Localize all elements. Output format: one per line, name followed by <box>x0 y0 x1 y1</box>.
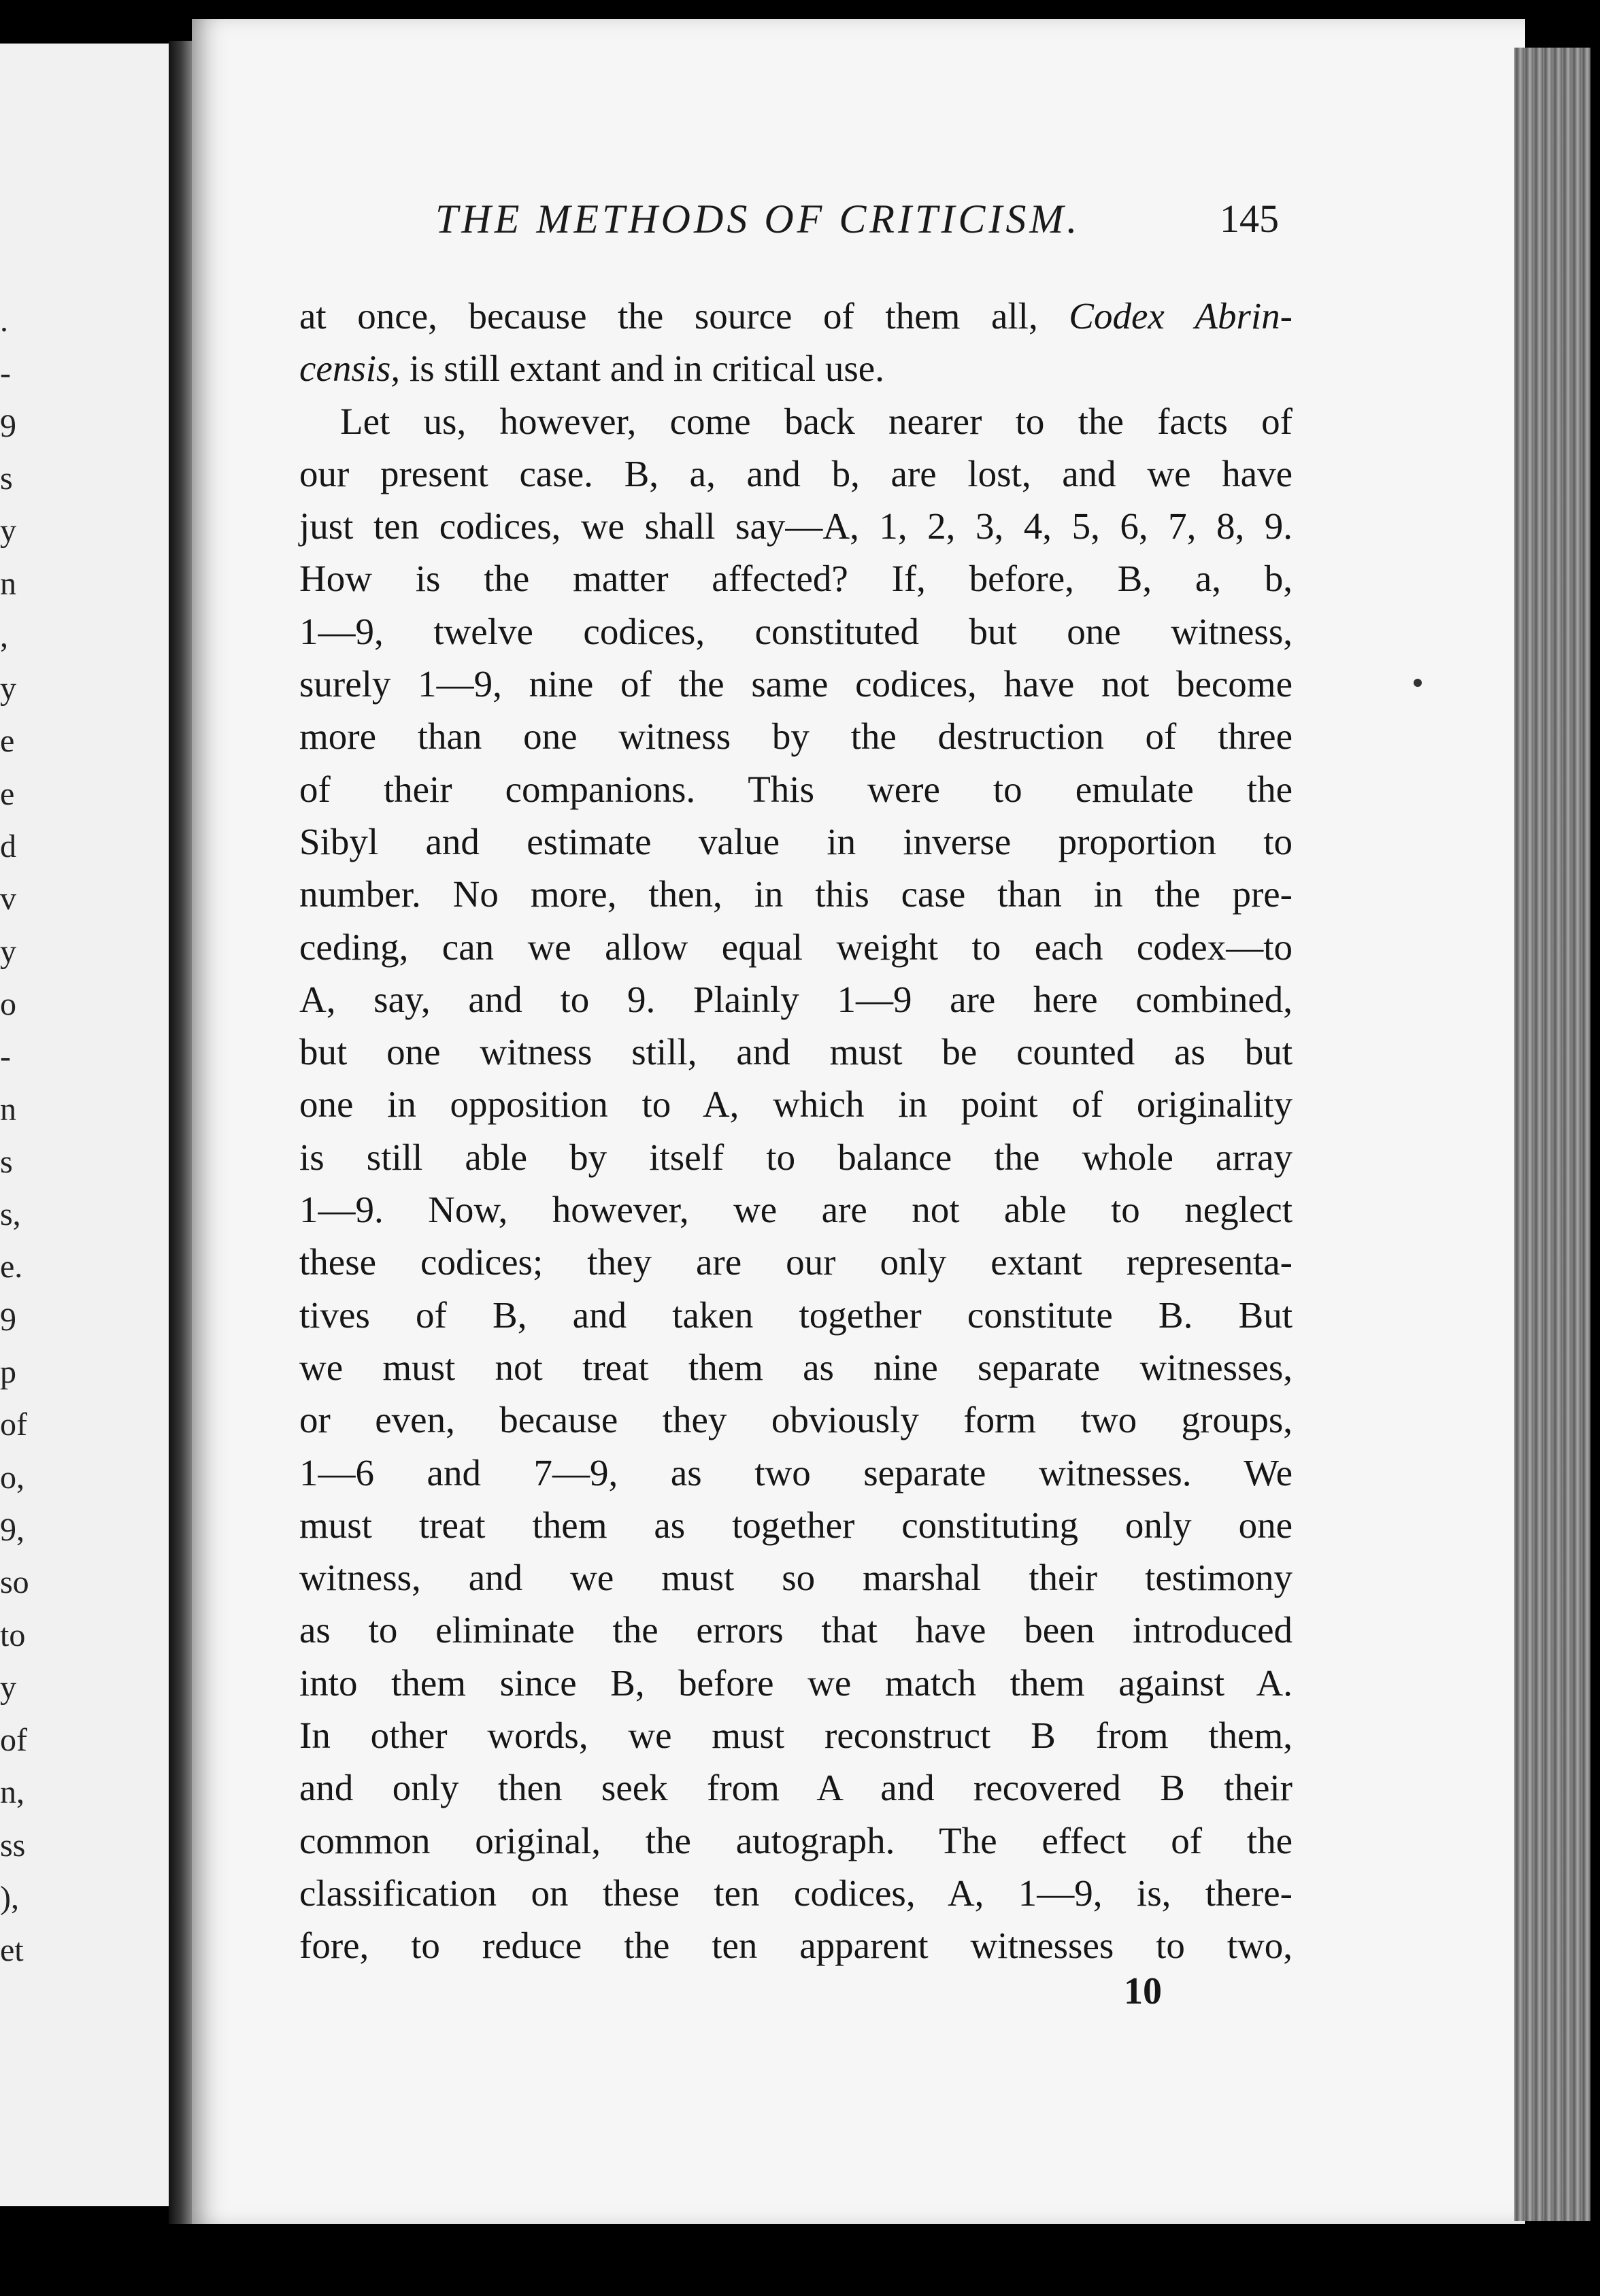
text-line: these codices; they are our only extant representa- <box>299 1241 1293 1283</box>
facing-page-letter: n, <box>0 1774 24 1811</box>
signature-mark: 10 <box>1124 1970 1162 2012</box>
facing-page-letter: s <box>0 460 13 496</box>
text-line: censis, is still extant and in critical use. <box>299 348 884 390</box>
facing-page-letter: et <box>0 1932 24 1969</box>
facing-page-letter: e. <box>0 1249 23 1285</box>
facing-page-letter: 9 <box>0 407 16 444</box>
facing-page-letter: o <box>0 985 16 1022</box>
text-line: How is the matter affected? If, before, B, a, b, <box>299 558 1293 600</box>
text-line: as to eliminate the errors that have been introduced <box>299 1609 1293 1651</box>
italic-title: Codex Abrin- <box>1069 295 1293 337</box>
facing-page-letter: . <box>0 303 8 339</box>
facing-page-letter: to <box>0 1617 26 1653</box>
text-line: of their companions. This were to emulate the <box>299 768 1293 810</box>
facing-page-letter: p <box>0 1354 16 1390</box>
text-line: In other words, we must reconstruct B from them, <box>299 1715 1293 1757</box>
text-line: our present case. B, a, and b, are lost, and we have <box>299 452 1293 494</box>
facing-page-letter: d <box>0 828 16 864</box>
facing-page-letter: of <box>0 1406 27 1443</box>
facing-page-letter: o, <box>0 1459 24 1496</box>
facing-page-letter: y <box>0 933 16 970</box>
text-line: more than one witness by the destruction of three <box>299 715 1293 758</box>
text-line: A, say, and to 9. Plainly 1—9 are here combined, <box>299 978 1293 1020</box>
text-line: must treat them as together constituting only one <box>299 1504 1293 1546</box>
text-line: fore, to reduce the ten apparent witnesses to two, <box>299 1925 1293 1967</box>
text-line: 1—9. Now, however, we are not able to neglect <box>299 1189 1293 1231</box>
facing-page-letter: ), <box>0 1880 19 1916</box>
text-line: classification on these ten codices, A, 1—9, is, there- <box>299 1872 1293 1914</box>
facing-page-letter: n <box>0 565 16 602</box>
facing-page-letter: s <box>0 1143 13 1180</box>
text-line: just ten codices, we shall say—A, 1, 2, 3, 4, 5, 6, 7, 8, 9. <box>299 505 1293 547</box>
facing-page-letter: e <box>0 775 15 812</box>
page-header <box>435 196 1279 250</box>
body-text <box>299 290 1293 1972</box>
text-line: number. No more, then, in this case than in the pre- <box>299 873 1293 915</box>
text-line: Sibyl and estimate value in inverse proportion to <box>299 820 1293 862</box>
ink-speck <box>1414 679 1422 687</box>
italic-title: censis, <box>299 348 401 390</box>
facing-page-letter: v <box>0 881 16 917</box>
facing-page-letter: s, <box>0 1196 21 1233</box>
text-line: or even, because they obviously form two groups, <box>299 1399 1293 1441</box>
page-edge-stack <box>1514 48 1590 2221</box>
facing-page-letter: 9 <box>0 1301 16 1338</box>
text-line: common original, the autograph. The effect of the <box>299 1819 1293 1861</box>
facing-page-letter: y <box>0 513 16 550</box>
text-line: at once, because the source of them all, Codex Abrin- <box>299 295 1293 337</box>
facing-page-letter: 9, <box>0 1511 24 1548</box>
facing-page-letter: , <box>0 618 8 654</box>
text-line: surely 1—9, nine of the same codices, have not become <box>299 663 1293 705</box>
facing-page-letter: n <box>0 1091 16 1128</box>
facing-page-letter: ss <box>0 1827 26 1863</box>
text-line: we must not treat them as nine separate witnesses, <box>299 1346 1293 1388</box>
text-line: Let us, however, come back nearer to the facts of <box>340 400 1293 442</box>
facing-page-letter: of <box>0 1722 27 1759</box>
text-line: is still able by itself to balance the whole array <box>299 1136 1293 1178</box>
page-number: 145 <box>1220 197 1279 241</box>
facing-page-letter: - <box>0 355 11 392</box>
text-line: 1—6 and 7—9, as two separate witnesses. We <box>299 1451 1293 1493</box>
facing-page-letter: so <box>0 1564 29 1601</box>
text-line: into them since B, before we match them against A. <box>299 1661 1293 1704</box>
text-line: ceding, can we allow equal weight to each codex—to <box>299 926 1293 968</box>
text-line: one in opposition to A, which in point of originality <box>299 1083 1293 1126</box>
text-line: but one witness still, and must be counted as but <box>299 1031 1293 1073</box>
facing-page-letter: e <box>0 723 15 760</box>
text-line: tives of B, and taken together constitute B. But <box>299 1294 1293 1336</box>
facing-page-letter: - <box>0 1039 11 1075</box>
running-title: THE METHODS OF CRITICISM. <box>435 197 1081 241</box>
facing-page-letter: y <box>0 671 16 707</box>
facing-page-fragment <box>0 44 169 2206</box>
facing-page-letter: y <box>0 1669 16 1706</box>
text-line: witness, and we must so marshal their testimony <box>299 1557 1293 1599</box>
text-line: and only then seek from A and recovered B their <box>299 1767 1293 1809</box>
text-line: 1—9, twelve codices, constituted but one witness, <box>299 610 1293 652</box>
